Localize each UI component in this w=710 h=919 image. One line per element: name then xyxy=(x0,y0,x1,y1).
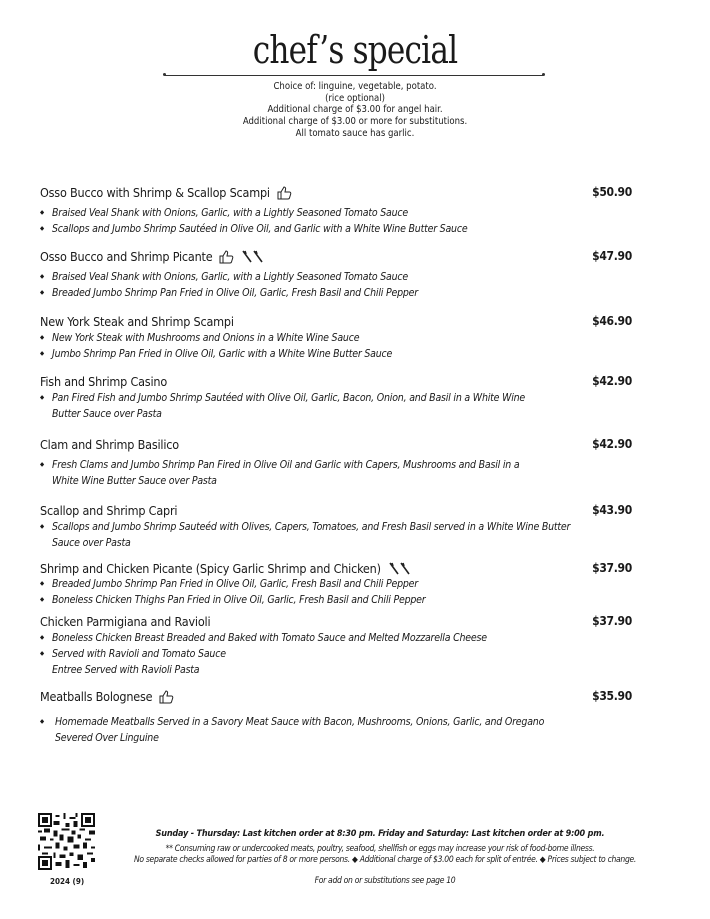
menu-item-clam-shrimp-basilico xyxy=(40,437,640,489)
addon-note: For add on or substitutions see page 10 xyxy=(314,876,456,886)
choice-line: (rice optional) xyxy=(325,92,385,104)
choice-line: All tomato sauce has garlic. xyxy=(295,127,415,139)
thumbs-up-icon xyxy=(276,186,292,200)
menu-item-osso-bucco-picante xyxy=(40,249,640,301)
item-description: ◆ Boneless Chicken Thighs Pan Fried in Olive Oil, Garlic, Fresh Basil and Chili Pepper xyxy=(40,592,640,608)
item-description: ◆ Boneless Chicken Breast Breaded and Baked with Tomato Sauce and Melted Mozzarella Cheese xyxy=(40,630,640,646)
item-description: Severed Over Linguine xyxy=(55,732,159,744)
page-title: chef’s special xyxy=(252,28,458,72)
item-description: ◆ Breaded Jumbo Shrimp Pan Fried in Olive Oil, Garlic, Fresh Basil and Chili Pepper xyxy=(40,576,640,592)
item-name: Clam and Shrimp Basilico xyxy=(40,437,179,452)
menu-item-chicken-parmigiana-ravioli xyxy=(40,614,640,678)
item-price: $42.90 xyxy=(592,437,632,451)
menu-item-meatballs-bolognese xyxy=(40,689,640,746)
item-description: ◆ Braised Veal Shank with Onions, Garlic, with a Lightly Seasoned Tomato Sauce xyxy=(40,205,640,221)
item-price: $37.90 xyxy=(592,561,632,575)
kitchen-hours: Sunday - Thursday: Last kitchen order at 8:30 pm. Friday and Saturday: Last kitchen order at 9:00 pm. xyxy=(155,829,605,839)
menu-item-fish-shrimp-casino xyxy=(40,374,640,422)
item-price: $47.90 xyxy=(592,249,632,263)
item-name: Shrimp and Chicken Picante (Spicy Garlic Shrimp and Chicken) xyxy=(40,561,381,576)
edition-year: 2024 (9) xyxy=(50,877,85,886)
item-description: ◆ Pan Fired Fish and Jumbo Shrimp Sautéed with Olive Oil, Garlic, Bacon, Onion, and Basil in a White Wine xyxy=(40,390,640,406)
item-name: Chicken Parmigiana and Ravioli xyxy=(40,614,211,629)
menu-item-scallop-shrimp-capri xyxy=(40,503,640,551)
item-description: ◆ Served with Ravioli and Tomato Sauce xyxy=(40,646,640,662)
choice-notes xyxy=(0,81,710,140)
thumbs-up-icon xyxy=(158,690,174,704)
item-price: $35.90 xyxy=(592,689,632,703)
item-description: ◆ Breaded Jumbo Shrimp Pan Fried in Olive Oil, Garlic, Fresh Basil and Chili Pepper xyxy=(40,285,640,301)
item-description: Entree Served with Ravioli Pasta xyxy=(52,664,200,676)
item-description: Sauce over Pasta xyxy=(52,537,131,549)
choice-line: Additional charge of $3.00 or more for substitutions. xyxy=(242,116,468,128)
menu-item-shrimp-chicken-picante xyxy=(40,561,640,608)
item-name: New York Steak and Shrimp Scampi xyxy=(40,314,234,329)
item-name: Meatballs Bolognese xyxy=(40,689,153,704)
check-policy: No separate checks allowed for parties of 8 or more persons. ◆ Additional charge of $3.00 each for split of entrée. ◆ Prices subject to change. xyxy=(133,855,637,865)
item-price: $50.90 xyxy=(592,185,632,199)
item-description: Butter Sauce over Pasta xyxy=(52,408,162,420)
item-name: Scallop and Shrimp Capri xyxy=(40,503,178,518)
thumbs-up-icon xyxy=(218,250,234,264)
item-description: White Wine Butter Sauce over Pasta xyxy=(52,475,217,487)
title-divider xyxy=(165,75,543,76)
item-price: $42.90 xyxy=(592,374,632,388)
consumption-warning: ** Consuming raw or undercooked meats, poultry, seafood, shellfish or eggs may increase your risk of food-borne illness. xyxy=(165,844,595,854)
item-description: ◆ Homemade Meatballs Served in a Savory Meat Sauce with Bacon, Mushrooms, Onions, Garlic, and Oregano xyxy=(40,714,640,730)
item-price: $46.90 xyxy=(592,314,632,328)
choice-line: Choice of: linguine, vegetable, potato. xyxy=(273,81,437,92)
item-description: ◆ Fresh Clams and Jumbo Shrimp Pan Fired in Olive Oil and Garlic with Capers, Mushrooms and Basil in a xyxy=(40,457,640,473)
chili-pepper-icon xyxy=(240,250,266,264)
item-description: ◆ Braised Veal Shank with Onions, Garlic, with a Lightly Seasoned Tomato Sauce xyxy=(40,269,640,285)
item-name: Fish and Shrimp Casino xyxy=(40,374,167,389)
item-name: Osso Bucco and Shrimp Picante xyxy=(40,249,213,264)
item-description: ◆ Scallops and Jumbo Shrimp Sautéed in Olive Oil, and Garlic with a White Wine Butter Sauce xyxy=(40,221,640,237)
item-name: Osso Bucco with Shrimp & Scallop Scampi xyxy=(40,185,270,200)
chili-pepper-icon xyxy=(387,562,413,576)
item-description: ◆ New York Steak with Mushrooms and Onions in a White Wine Sauce xyxy=(40,330,640,346)
item-description: ◆ Scallops and Jumbo Shrimp Sauteéd with Olives, Capers, Tomatoes, and Fresh Basil served in a White Wine Butter xyxy=(40,519,640,535)
item-description: ◆ Jumbo Shrimp Pan Fried in Olive Oil, Garlic with a White Wine Butter Sauce xyxy=(40,346,640,362)
choice-line: Additional charge of $3.00 for angel hair. xyxy=(267,104,443,116)
item-price: $43.90 xyxy=(592,503,632,517)
menu-item-ny-steak-scampi xyxy=(40,314,640,362)
menu-item-osso-bucco-scampi xyxy=(40,185,640,237)
item-price: $37.90 xyxy=(592,614,632,628)
